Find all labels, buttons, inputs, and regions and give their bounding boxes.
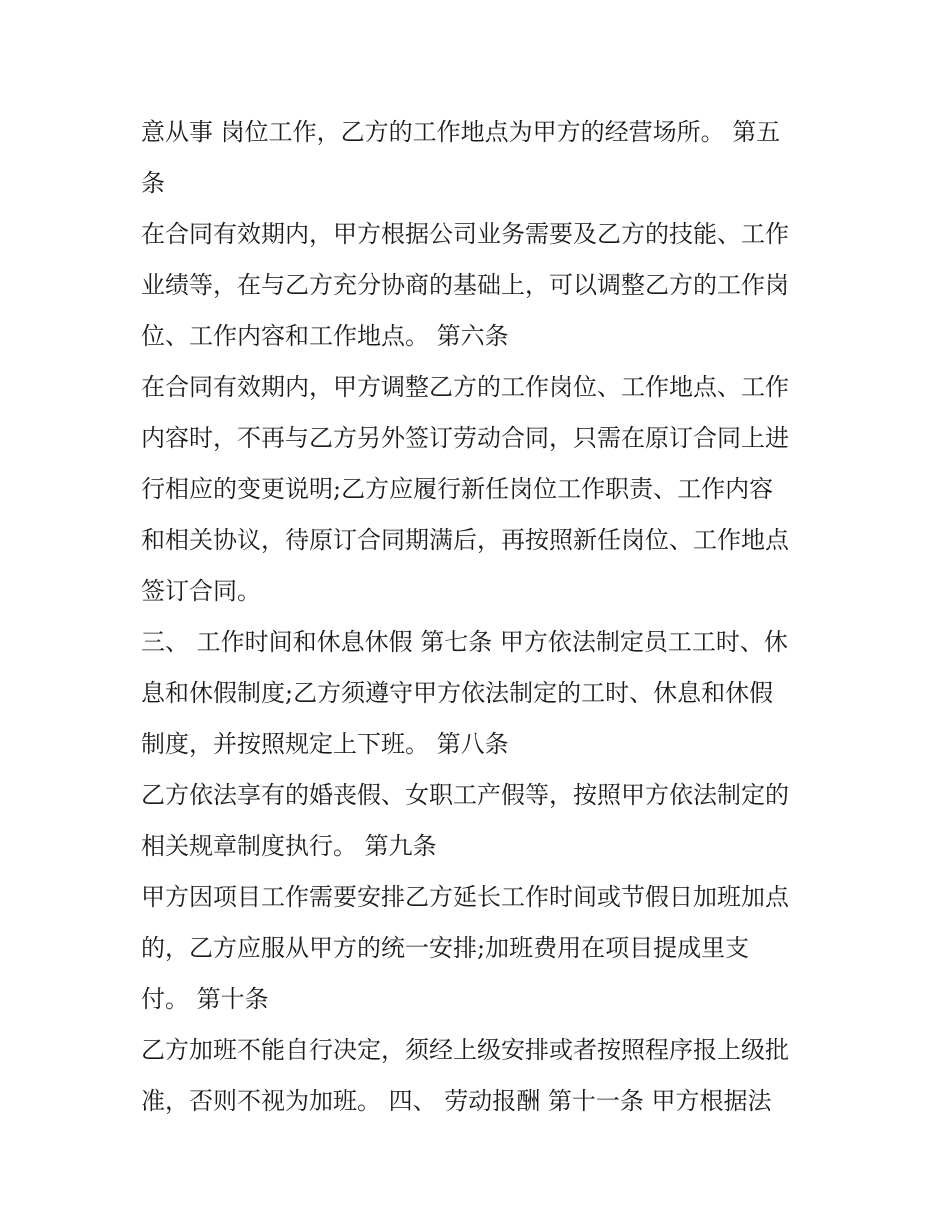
text-line: 的，乙方应服从甲方的统一安排;加班费用在项目提成里支: [141, 934, 750, 962]
text-line: 制度，并按照规定上下班。 第八条: [141, 730, 509, 758]
text-line: 相关规章制度执行。 第九条: [141, 832, 437, 860]
text-line: 甲方因项目工作需要安排乙方延长工作时间或节假日加班加点: [141, 883, 789, 911]
text-line: 三、 工作时间和休息休假 第七条 甲方依法制定员工工时、休: [141, 628, 788, 656]
text-line: 行相应的变更说明;乙方应履行新任岗位工作职责、工作内容: [141, 475, 774, 503]
text-line: 准，否则不视为加班。 四、 劳动报酬 第十一条 甲方根据法: [141, 1087, 772, 1115]
text-line: 位、工作内容和工作地点。 第六条: [141, 322, 509, 350]
text-line: 内容时，不再与乙方另外签订劳动合同，只需在原订合同上进: [141, 424, 789, 452]
text-line: 条: [141, 169, 165, 197]
text-line: 意从事 岗位工作，乙方的工作地点为甲方的经营场所。 第五: [141, 118, 781, 146]
text-line: 和相关协议，待原订合同期满后，再按照新任岗位、工作地点: [141, 526, 789, 554]
text-line: 息和休假制度;乙方须遵守甲方依法制定的工时、休息和休假: [141, 679, 774, 707]
text-line: 在合同有效期内，甲方根据公司业务需要及乙方的技能、工作: [141, 220, 789, 248]
text-line: 签订合同。: [141, 577, 261, 605]
text-line: 乙方依法享有的婚丧假、女职工产假等，按照甲方依法制定的: [141, 781, 789, 809]
text-line: 乙方加班不能自行决定，须经上级安排或者按照程序报上级批: [141, 1036, 789, 1064]
text-line: 在合同有效期内，甲方调整乙方的工作岗位、工作地点、工作: [141, 373, 789, 401]
text-line: 付。 第十条: [141, 985, 269, 1013]
text-line: 业绩等，在与乙方充分协商的基础上，可以调整乙方的工作岗: [141, 271, 789, 299]
contract-text-body: [141, 107, 831, 1127]
